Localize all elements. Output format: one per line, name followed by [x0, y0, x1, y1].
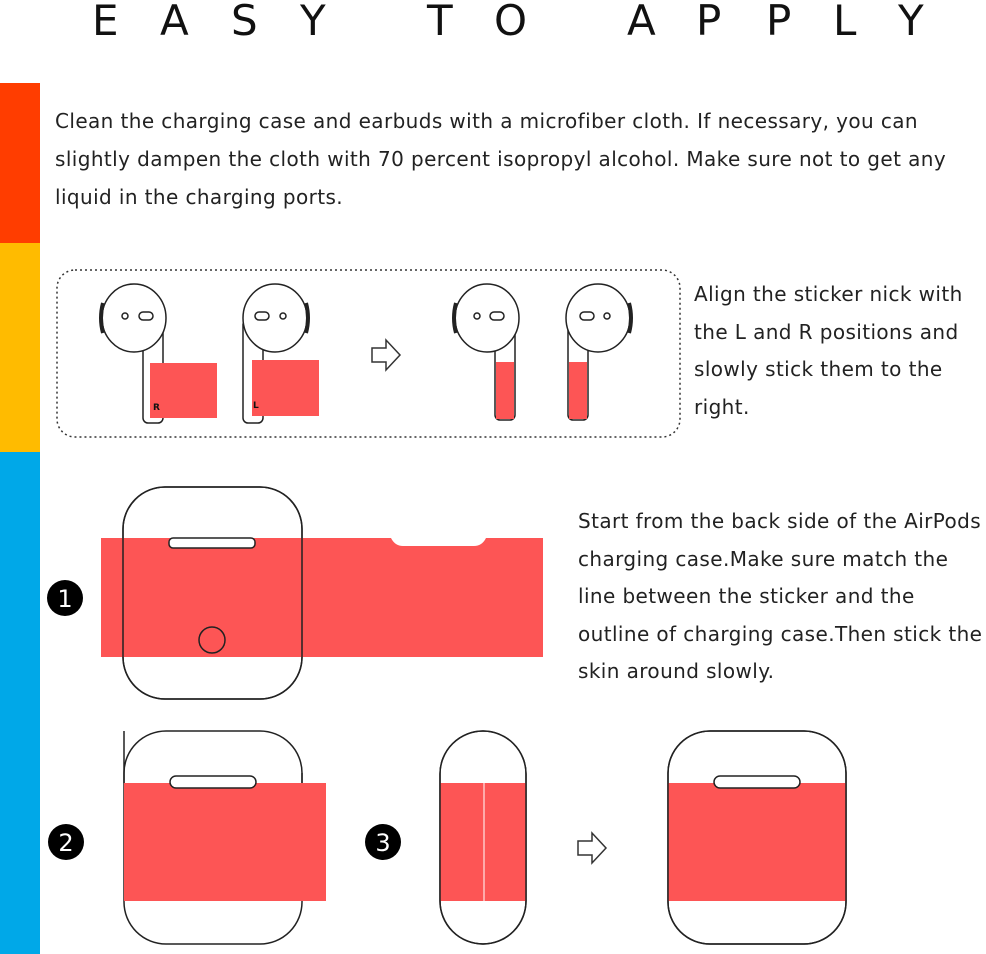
- title-letter: E: [92, 0, 119, 45]
- step-number-1: 1: [57, 585, 73, 613]
- step-number-3: 3: [375, 829, 391, 857]
- outline-arrow-right-icon: [578, 833, 606, 863]
- sticker-right: [150, 363, 217, 418]
- title-letter: T: [427, 0, 453, 45]
- left-marker: L: [253, 401, 259, 411]
- right-marker: R: [153, 403, 160, 413]
- title-letter: Y: [300, 0, 326, 45]
- title-letter: L: [833, 0, 857, 45]
- title-letter: P: [696, 0, 722, 45]
- case-step-3: [440, 731, 526, 944]
- case-step-1: [101, 487, 543, 699]
- title-letter: P: [766, 0, 792, 45]
- title-letter: A: [160, 0, 189, 45]
- title-letter: O: [494, 0, 528, 45]
- case-final: [668, 731, 846, 944]
- sticker-right-applied: [496, 362, 514, 419]
- title-letter: S: [231, 0, 258, 45]
- clean-instructions: Clean the charging case and earbuds with a microfiber cloth. If necessary, you can slightly dampen the cloth with 70 percent isopropyl alcohol. Make sure not to get any liquid in the charging ports.: [55, 109, 947, 209]
- title-letter: Y: [898, 0, 924, 45]
- case-instructions: Start from the back side of the AirPods charging case.Make sure match the line between the sticker and the outline of charging case.Then stick the skin around slowly.: [578, 509, 983, 683]
- step-number-2: 2: [58, 829, 74, 857]
- case-step-2: [124, 731, 326, 944]
- title-letter: A: [627, 0, 656, 45]
- align-instructions: Align the sticker nick with the L and R positions and slowly stick them to the right.: [694, 282, 963, 419]
- sticker-left: [252, 360, 319, 416]
- outline-arrow-right-icon: [372, 340, 400, 370]
- sticker-left-applied: [569, 362, 587, 419]
